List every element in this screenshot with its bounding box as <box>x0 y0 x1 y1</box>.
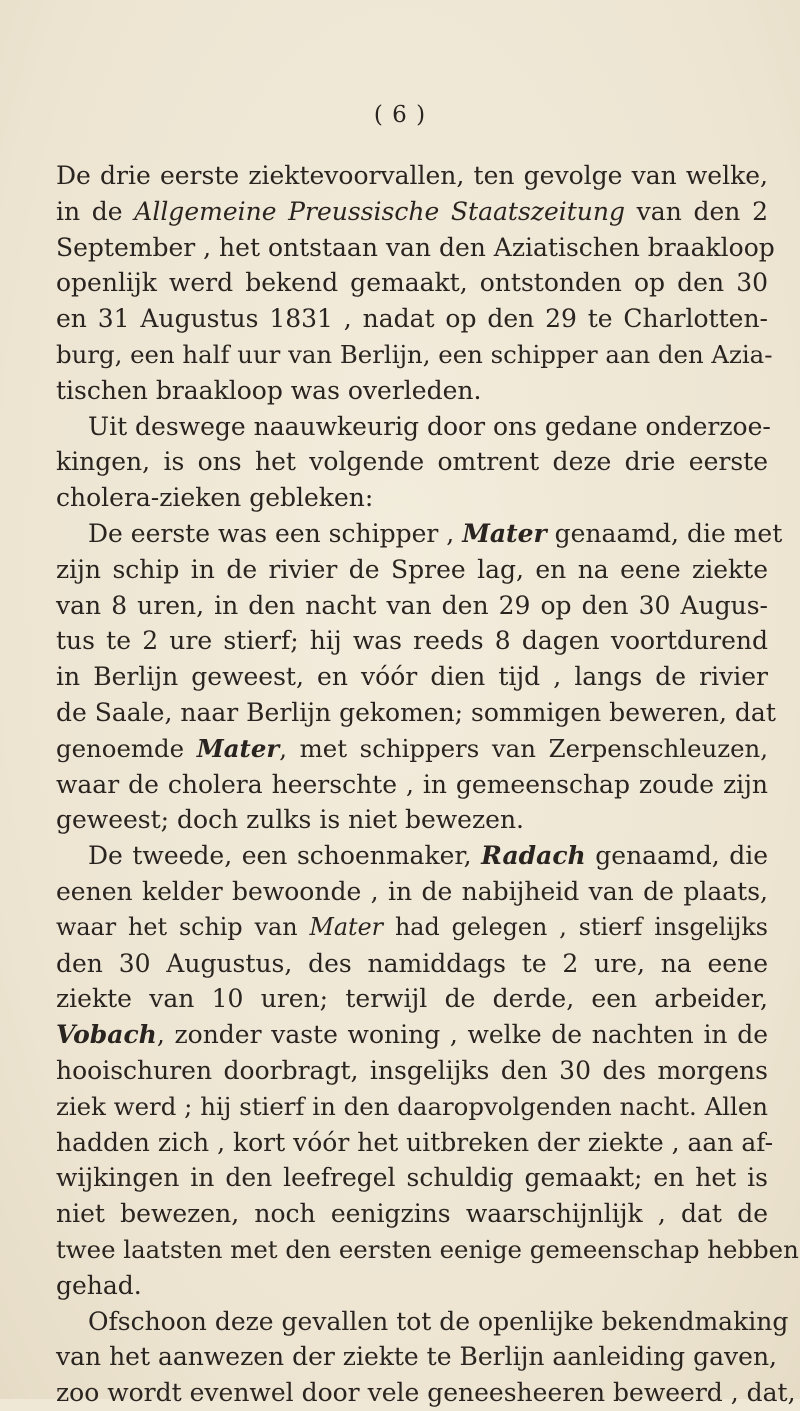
text-run: ziekte van 10 uren; terwijl de derde, een arbeider, <box>56 984 768 1014</box>
text-run: waar het schip van <box>56 912 310 941</box>
text-line <box>56 695 776 731</box>
text-run: Ofschoon deze gevallen tot de openlijke bekendmaking <box>88 1306 789 1336</box>
text-run: De eerste was een schipper , <box>88 518 463 548</box>
text-line <box>56 1304 789 1340</box>
text-line <box>56 373 768 409</box>
text-line <box>56 516 783 552</box>
text-run: en 31 Augustus 1831 , nadat op den 29 te Charlotten- <box>56 304 768 334</box>
text-line <box>56 1375 796 1411</box>
text-run: hooischuren doorbragt, insgelijks den 30 des morgens <box>56 1055 768 1085</box>
text-line <box>56 946 768 982</box>
text-line <box>56 981 768 1017</box>
text-run: Uit deswege naauwkeurig door ons gedane onderzoe- <box>88 411 771 441</box>
italic-title: Mater <box>309 912 384 941</box>
text-line <box>56 444 768 480</box>
text-line <box>56 1160 768 1196</box>
text-line <box>56 623 768 659</box>
text-run: openlijk werd bekend gemaakt, ontstonden op den 30 <box>56 268 768 298</box>
person-name: Radach <box>481 841 586 871</box>
text-line <box>56 158 768 194</box>
text-run: , zonder vaste woning , welke de nachten in de <box>156 1020 768 1050</box>
text-run: ziek werd ; hij stierf in den daaropvolgenden nacht. Allen <box>56 1091 768 1121</box>
text-run: van 8 uren, in den nacht van den 29 op den 30 Augus- <box>56 590 768 620</box>
text-line <box>56 1017 768 1053</box>
text-line <box>56 1232 799 1268</box>
body-text <box>56 158 799 1411</box>
text-run: had gelegen , stierf insgelijks <box>383 912 768 941</box>
text-run: tus te 2 ure stierf; hij was reeds 8 dagen voortdurend <box>56 626 768 656</box>
text-run: eenen kelder bewoonde , in de nabijheid van de plaats, <box>56 876 768 906</box>
text-line <box>56 194 768 230</box>
text-line <box>56 1089 768 1125</box>
text-run: genaamd, die <box>585 841 768 871</box>
text-run: geweest; doch zulks is niet bewezen. <box>56 805 524 835</box>
text-line <box>56 767 768 803</box>
text-run: den 30 Augustus, des namiddags te 2 ure, na eene <box>56 948 768 978</box>
text-line <box>56 1125 774 1161</box>
text-line <box>56 301 768 337</box>
text-line <box>56 409 771 445</box>
text-run: hadden zich , kort vóór het uitbreken der ziekte , aan af- <box>56 1127 774 1157</box>
text-line <box>56 659 768 695</box>
text-run: gehad. <box>56 1270 142 1300</box>
text-run: twee laatsten met den eersten eenige gemeenschap hebben <box>56 1234 799 1264</box>
text-run: in Berlijn geweest, en vóór dien tijd , langs de rivier <box>56 662 768 692</box>
text-line <box>56 552 768 588</box>
text-run: niet bewezen, noch eenigzins waarschijnlijk , dat de <box>56 1199 768 1229</box>
text-run: van het aanwezen der ziekte te Berlijn aanleiding gaven, <box>56 1342 777 1372</box>
person-name: Mater <box>196 733 280 763</box>
person-name: Vobach <box>56 1020 157 1050</box>
text-run: de Saale, naar Berlijn gekomen; sommigen beweren, dat <box>56 697 776 727</box>
text-line <box>56 1268 768 1304</box>
text-line <box>56 874 768 910</box>
text-line <box>56 337 773 373</box>
text-run: waar de cholera heerschte , in gemeenschap zoude zijn <box>56 769 768 799</box>
text-line <box>56 480 768 516</box>
text-run: van den 2 <box>625 196 768 226</box>
text-line <box>56 1339 777 1375</box>
text-run: De drie eerste ziektevoorvallen, ten gevolge van welke, <box>56 161 768 190</box>
text-run: , met schippers van Zerpenschleuzen, <box>279 733 768 763</box>
text-run: zoo wordt evenwel door vele geneesheeren beweerd , dat, <box>56 1378 796 1408</box>
page-number: ( 6 ) <box>373 102 427 128</box>
text-line <box>56 1196 768 1232</box>
text-run: tischen braakloop was overleden. <box>56 375 482 405</box>
text-run: zijn schip in de rivier de Spree lag, en na eene ziekte <box>56 554 768 584</box>
text-line <box>56 731 768 767</box>
text-line <box>56 802 768 838</box>
person-name: Mater <box>462 518 547 548</box>
text-run: burg, een half uur van Berlijn, een schipper aan den Azia- <box>56 339 773 369</box>
text-run: kingen, is ons het volgende omtrent deze drie eerste <box>56 447 768 477</box>
text-line <box>56 230 775 266</box>
text-line <box>56 1053 768 1089</box>
text-run: September , het ontstaan van den Aziatischen braakloop <box>56 232 775 262</box>
text-run: genoemde <box>56 733 197 763</box>
text-run: De tweede, een schoenmaker, <box>88 841 482 871</box>
text-line <box>56 838 768 874</box>
italic-title: Allgemeine Preussische Staatszeitung <box>134 196 625 226</box>
text-run: in de <box>56 196 135 226</box>
text-line <box>56 588 768 624</box>
text-line <box>56 265 768 301</box>
text-run: genaamd, die met <box>546 518 783 548</box>
text-run: wijkingen in den leefregel schuldig gemaakt; en het is <box>56 1163 768 1193</box>
text-line <box>56 910 768 946</box>
text-run: cholera-zieken gebleken: <box>56 483 374 513</box>
